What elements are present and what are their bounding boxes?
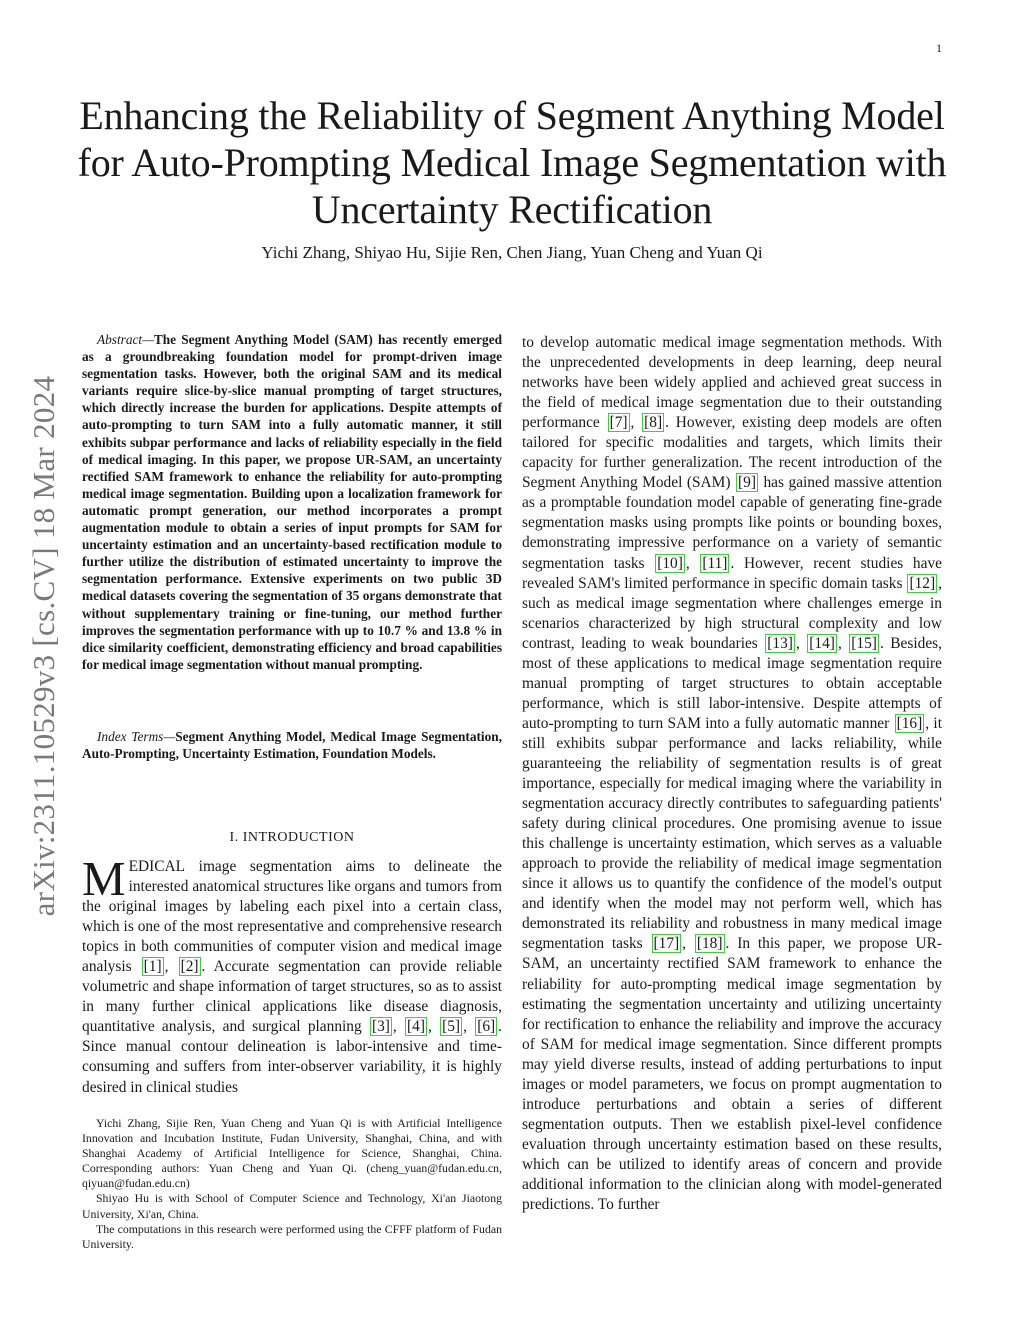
intro-lead-word: EDICAL [128,858,186,875]
citation-link[interactable]: [7] [609,414,628,432]
citation-link[interactable]: [4] [407,1018,425,1036]
citation-link[interactable]: [9] [738,474,756,492]
body-text: . However, recent studies have revealed SAM's limited performance in specific domain tasks [522,554,942,592]
body-text: , it still exhibits subpar performance and lacks reliability, while guaranteeing the reliability of segmentation results is of great importance, especially for medical imaging where the variability in segmentation accuracy directly contributes to safeguarding patients' safety during clinical procedures. One promising avenue to issue this challenge is uncertainty estimation, which serves as a valuable approach to provide the reliability of medical image segmentation since it allows us to quantify the confidence of the model's output and identify when the model may not perform well, which has demonstrated its reliability and robustness in many medical image segmentation tasks [522,714,942,953]
body-text: , [630,414,642,432]
citation-link[interactable]: [2] [180,958,199,976]
intro-text: . Accurate segmentation can provide reliable volumetric and shape information of target structures, so as to assist in many further clinical applications like disease diagnosis, quantitative analysis, and surgical planning [82,958,503,1036]
body-text: has gained massive attention as a promptable foundation model capable of generating fine-grade segmentation masks using prompts like points or bounding boxes, demonstrating impressive performance on a variety of semantic segmentation tasks [522,474,942,572]
arxiv-stamp: arXiv:2311.10529v3 [cs.CV] 18 Mar 2024 [26,375,61,917]
intro-text: , [392,1018,405,1036]
citation-link[interactable]: [14] [809,634,835,652]
footnotes [82,1116,502,1252]
footnote-affiliation: Yichi Zhang, Sijie Ren, Yuan Cheng and Yuan Qi is with Artificial Intelligence Innovation and Incubation Institute, Fudan University, Shanghai, China, and with Shanghai Academy of Artificial Intelligence for Science, Shanghai, China. Corresponding authors: Yuan Cheng and Yuan Qi. (cheng_yuan@fudan.edu.cn, qiyuan@fudan.edu.cn) [82,1116,502,1191]
section-heading: I. INTRODUCTION [229,830,355,845]
intro-text: . Since manual contour delineation is labor-intensive and time-consuming and suffers from inter-observer variability, it is highly desired in clinical studies [82,1018,502,1096]
index-terms: Index Terms—Segment Anything Model, Medical Image Segmentation, Auto-Prompting, Uncertainty Estimation, Foundation Models. [82,729,502,762]
footnote-acknowledgement: The computations in this research were performed using the CFFF platform of Fudan University. [82,1221,502,1251]
author-list: Yichi Zhang, Shiyao Hu, Sijie Ren, Chen Jiang, Yuan Cheng and Yuan Qi [261,243,763,262]
citation-link[interactable]: [6] [477,1018,496,1036]
citation-link[interactable]: [18] [696,935,723,953]
body-text: , [837,634,849,652]
page-number: 1 [936,41,942,55]
index-terms-text: Segment Anything Model, Medical Image Segmentation, Auto-Prompting, Uncertainty Estimation, Foundation Models. [82,729,502,762]
intro-text: image segmentation aims to delineate the interested anatomical structures like organs and tumors from the original images by labeling each pixel into a certain class, which is one of the most representative and comprehensive research topics in both communities of computer vision and medical image analysis [82,858,502,976]
citation-link[interactable]: [17] [653,935,680,953]
body-text: , such as medical image segmentation where challenges emerge in scenarios characterized by high structural complexity and low contrast, leading to weak boundaries [522,574,942,652]
citation-link[interactable]: [13] [767,634,793,652]
citation-link[interactable]: [1] [143,958,162,976]
drop-cap: M [82,851,126,906]
citation-link[interactable]: [3] [371,1018,390,1036]
intro-continued-paragraph [522,333,942,1215]
citation-link[interactable]: [8] [644,414,663,432]
body-text: , [795,634,807,652]
abstract: Abstract—The Segment Anything Model (SAM) has recently emerged as a groundbreaking foundation model for prompt-driven image segmentation tasks. However, both the original SAM and its medical variants require slice-by-slice manual prompting of target structures, which directly increase the burden for applications. Despite attempts of auto-prompting to turn SAM into a fully automatic manner, it still exhibits subpar performance and lacks of reliability especially in the field of medical imaging. In this paper, we propose UR-SAM, an uncertainty rectified SAM framework to enhance the reliability for auto-prompting medical image segmentation. Building upon a localization framework for automatic prompt generation, our method incorporates a prompt augmentation module to obtain a series of input prompts for SAM for uncertainty estimation and an uncertainty-based rectification module to further utilize the distribution of estimated uncertainty to improve the segmentation performance. Extensive experiments on two public 3D medical datasets covering the segmentation of 35 organs demonstrate that without supplementary training or fine-tuning, our method further improves the segmentation performance with up to 10.7 % and 13.8 % in dice similarity coefficient, demonstrating efficiency and broad capabilities for medical image segmentation without manual prompting. [82,332,502,672]
citation-link[interactable]: [15] [851,634,877,652]
body-text: , [685,554,700,572]
intro-text: , [164,958,178,976]
citation-link[interactable]: [16] [896,714,923,732]
body-text: . In this paper, we propose UR-SAM, an uncertainty rectified SAM framework to enhance the reliability for auto-prompting medical image segmentation by estimating the segmentation uncertainty and utilizing uncertainty for rectification to enhance the reliability and improve the accuracy of SAM for medical image segmentation. Since different prompts may yield diverse results, instead of adding perturbations to input images or model parameters, we focus on prompt augmentation to introduce perturbations and obtain a series of different segmentation outputs. Then we establish pixel-level confidence evaluation through uncertainty estimation based on these results, which can be utilized to identify areas of concern and provide additional information to the clinician along with model-generated predictions. To further [522,935,942,1214]
intro-paragraph [82,851,503,1098]
paper-title: Enhancing the Reliability of Segment Anything Model for Auto-Prompting Medical Image Segmentation with Uncertainty Rectification [77,93,947,232]
citation-link[interactable]: [12] [909,574,936,592]
body-text: . However, existing deep models are often tailored for specific modalities and targets, which limits their capacity for further generalization. The recent introduction of the Segment Anything Model (SAM) [522,414,942,492]
footnote-affiliation: Shiyao Hu is with School of Computer Science and Technology, Xi'an Jiaotong University, Xi'an, China. [82,1191,502,1221]
body-text: , [682,935,694,953]
intro-text: , [427,1018,440,1036]
citation-link[interactable]: [5] [442,1018,461,1036]
abstract-label: Abstract [97,332,143,347]
citation-link[interactable]: [11] [702,554,728,572]
abstract-text: The Segment Anything Model (SAM) has recently emerged as a groundbreaking foundation model for prompt-driven image segmentation tasks. However, both the original SAM and its medical variants require slice-by-slice manual prompting of target structures, which directly increase the burden for applications. Despite attempts of auto-prompting to turn SAM into a fully automatic manner, it still exhibits subpar performance and lacks of reliability especially in the field of medical imaging. In this paper, we propose UR-SAM, an uncertainty rectified SAM framework to enhance the reliability for auto-prompting medical image segmentation. Building upon a localization framework for automatic prompt generation, our method incorporates a prompt augmentation module to obtain a series of input prompts for SAM for uncertainty estimation and an uncertainty-based rectification module to further utilize the distribution of estimated uncertainty to improve the segmentation performance. Extensive experiments on two public 3D medical datasets covering the segmentation of 35 organs demonstrate that without supplementary training or fine-tuning, our method further improves the segmentation performance with up to 10.7 % and 13.8 % in dice similarity coefficient, demonstrating efficiency and broad capabilities for medical image segmentation without manual prompting. [82,332,502,672]
body-text: to develop automatic medical image segmentation methods. With the unprecedented developments in deep learning, deep neural networks have been widely applied and achieved great success in the field of medical image segmentation due to their outstanding performance [522,334,942,432]
intro-text: , [463,1018,475,1036]
body-text: . Besides, most of these applications to medical image segmentation require manual prompting of target structures to obtain acceptable performance, which is still labor-intensive. Despite attempts of auto-prompting to turn SAM into a fully automatic manner [522,634,942,732]
index-terms-label: Index Terms [97,729,164,744]
citation-link[interactable]: [10] [657,554,683,572]
